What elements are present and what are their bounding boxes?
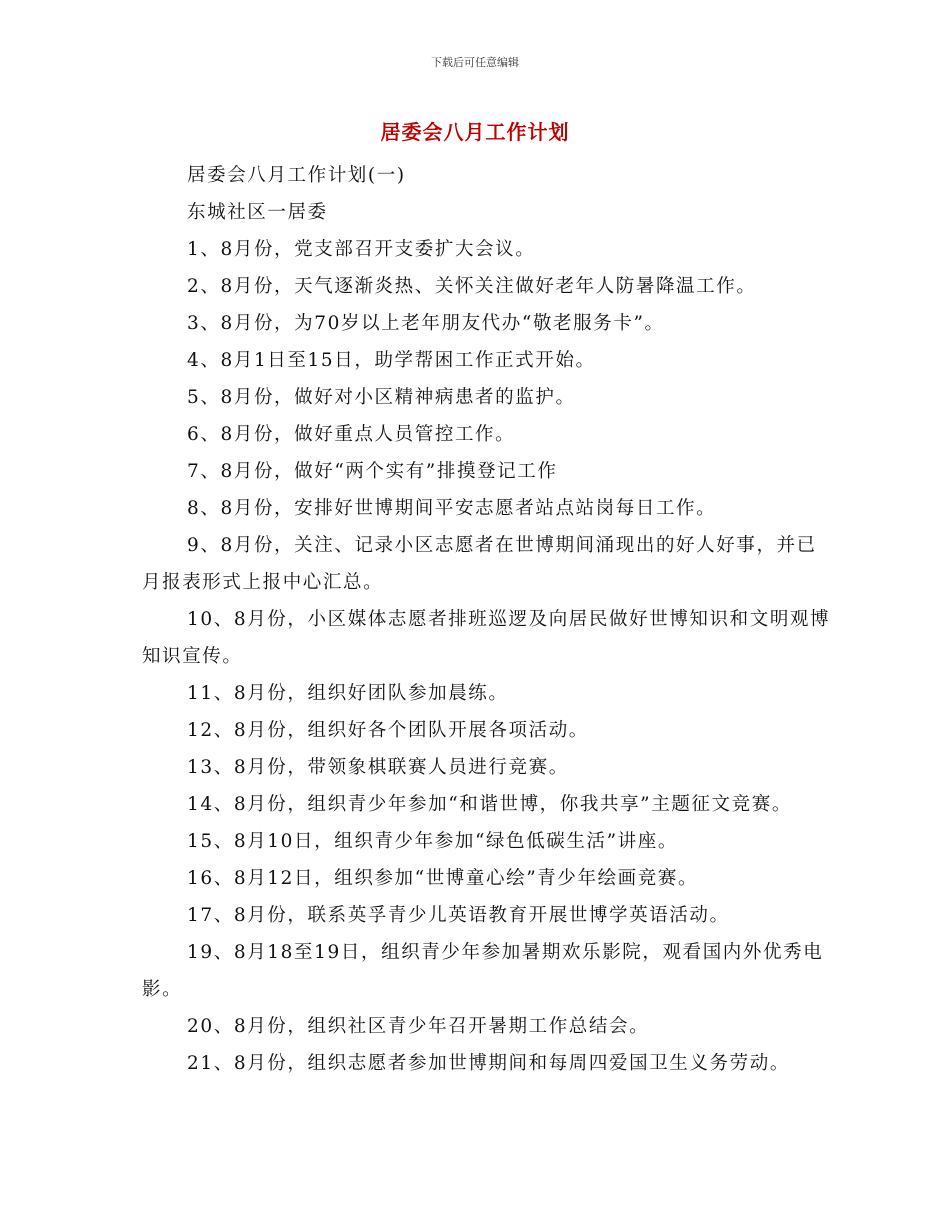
document-title: 居委会八月工作计划 — [380, 120, 570, 144]
header-note: 下载后可任意编辑 — [431, 56, 519, 69]
plan-item: 14、8月份，组织青少年参加“和谐世博，你我共享”主题征文竞赛。 — [187, 794, 792, 815]
plan-item: 5、8月份，做好对小区精神病患者的监护。 — [187, 387, 576, 408]
paragraph-organization: 东城社区一居委 — [187, 202, 328, 223]
plan-item: 13、8月份，带领象棋联赛人员进行竞赛。 — [187, 757, 569, 778]
plan-item: 7、8月份，做好“两个实有”排摸登记工作 — [187, 461, 558, 482]
plan-item: 8、8月份，安排好世博期间平安志愿者站点站岗每日工作。 — [187, 498, 717, 519]
plan-item: 16、8月12日，组织参加“世博童心绘”青少年绘画竞赛。 — [187, 868, 699, 889]
paragraph-subtitle: 居委会八月工作计划(一) — [187, 165, 406, 186]
plan-item: 11、8月份，组织好团队参加晨练。 — [187, 683, 509, 704]
plan-item: 2、8月份，天气逐渐炎热、关怀关注做好老年人防暑降温工作。 — [187, 276, 757, 297]
plan-item: 3、8月份，为70岁以上老年朋友代办“敬老服务卡”。 — [187, 313, 665, 334]
plan-item: 1、8月份，党支部召开支委扩大会议。 — [187, 239, 536, 260]
plan-item: 19、8月18至19日，组织青少年参加暑期欢乐影院，观看国内外优秀电影。 — [142, 942, 824, 1000]
document-body — [142, 157, 832, 1082]
plan-item: 20、8月份，组织社区青少年召开暑期工作总结会。 — [187, 1016, 650, 1037]
plan-item: 15、8月10日，组织青少年参加“绿色低碳生活”讲座。 — [187, 831, 678, 852]
plan-item: 17、8月份，联系英孚青少儿英语教育开展世博学英语活动。 — [187, 905, 730, 926]
plan-item: 12、8月份，组织好各个团队开展各项活动。 — [187, 720, 589, 741]
plan-item: 6、8月份，做好重点人员管控工作。 — [187, 424, 516, 445]
plan-item: 21、8月份，组织志愿者参加世博期间和每周四爱国卫生义务劳动。 — [187, 1053, 790, 1074]
plan-item: 10、8月份，小区媒体志愿者排班巡逻及向居民做好世博知识和文明观博知识宣传。 — [142, 609, 831, 667]
plan-item: 4、8月1日至15日，助学帮困工作正式开始。 — [187, 350, 596, 371]
plan-item: 9、8月份，关注、记录小区志愿者在世博期间涌现出的好人好事，并已月报表形式上报中心汇总。 — [142, 535, 817, 593]
